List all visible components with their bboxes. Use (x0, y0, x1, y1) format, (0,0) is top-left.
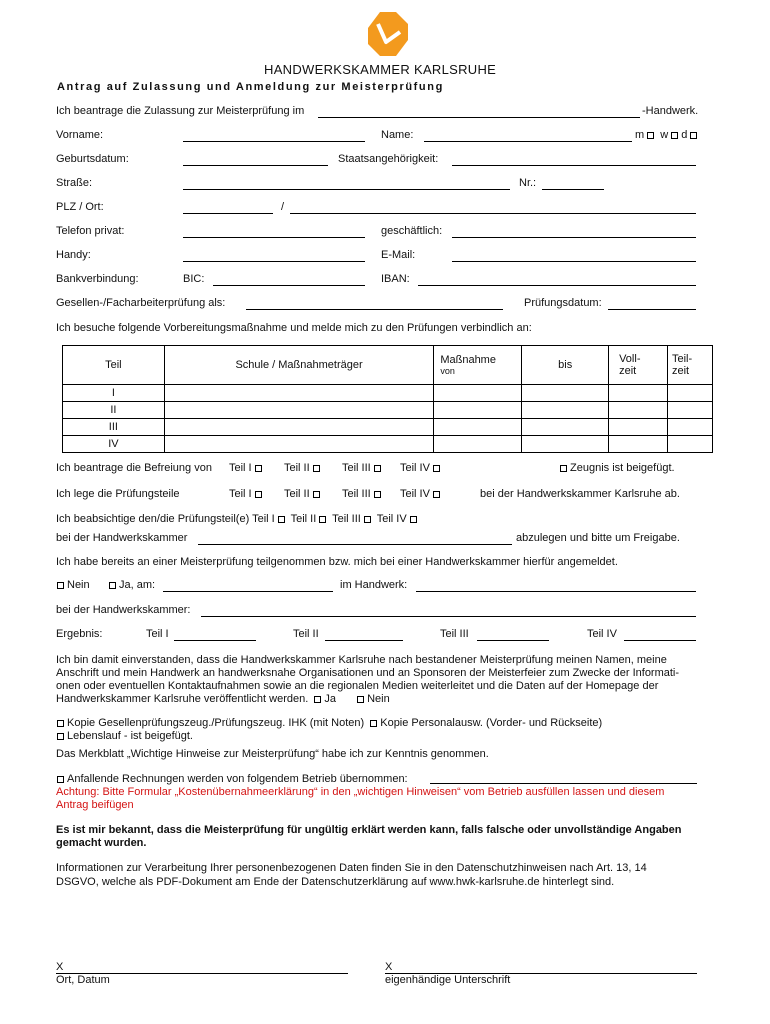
lebenslauf-row (54, 730, 193, 742)
geburtsdatum-field[interactable] (183, 165, 328, 166)
beabsichtige-teil-4-label: Teil IV (376, 513, 407, 525)
table-cell[interactable] (609, 402, 668, 419)
ablegen-teil-3-checkbox[interactable] (374, 491, 381, 498)
vorname-field[interactable] (183, 141, 365, 142)
freigabe-hwk-field[interactable] (198, 544, 512, 545)
ergebnis-teil-3-field[interactable] (477, 640, 549, 641)
table-row (63, 402, 713, 419)
ablegen-teil-1-label: Teil I (229, 488, 252, 500)
zeugnis-option[interactable] (557, 462, 675, 474)
kopie-ausweis-checkbox[interactable] (370, 720, 377, 727)
col-vollzeit-2: zeit (619, 365, 637, 377)
beabsichtige-teil-2-label: Teil II (290, 513, 317, 525)
beabsichtige-label: Ich beabsichtige den/die Prüfungsteil(e) (56, 513, 250, 525)
col-teilzeit (668, 346, 713, 385)
hwk-logo (362, 10, 412, 60)
consent-ja-checkbox[interactable] (314, 696, 321, 703)
ablegen-teil-1[interactable] (229, 488, 265, 500)
signature-x-right: X (385, 961, 393, 973)
ergebnis-label: Ergebnis: (56, 628, 103, 640)
befreiung-teil-2[interactable] (284, 462, 323, 474)
table-cell[interactable] (522, 402, 609, 419)
table-cell[interactable] (668, 436, 713, 453)
beabsichtige-row (56, 513, 420, 525)
kopie-zeugnis-checkbox[interactable] (57, 720, 64, 727)
gender-d-label: d (681, 129, 688, 141)
col-vollzeit (609, 346, 668, 385)
form-title: Antrag auf Zulassung und Anmeldung zur Meisterprüfung (57, 81, 444, 93)
bei-der-hwk-label: bei der Handwerkskammer (56, 532, 188, 544)
kopie-zeugnis-label: Kopie Gesellenprüfungszeug./Prüfungszeug. IHK (mit Noten) (67, 717, 365, 729)
ergebnis-teil-1-field[interactable] (174, 640, 256, 641)
gesellenpruefung-label: Gesellen-/Facharbeiterprüfung als: (56, 297, 226, 309)
vorname-label: Vorname: (56, 129, 104, 141)
table-cell[interactable] (522, 419, 609, 436)
gender-d-checkbox[interactable] (690, 132, 697, 139)
previous-text: Ich habe bereits an einer Meisterprüfung teilgenommen bzw. mich bei einer Handwerkskammer hierfür angemeldet. (56, 556, 618, 568)
telefon-privat-label: Telefon privat: (56, 225, 125, 237)
beabsichtige-teil-3-checkbox[interactable] (364, 516, 371, 523)
table-cell[interactable] (434, 385, 522, 402)
table-cell[interactable] (164, 419, 434, 436)
billing-label: Anfallende Rechnungen werden von folgendem Betrieb übernommen: (67, 773, 408, 785)
ergebnis-teil-4-label: Teil IV (587, 628, 617, 640)
table-row (63, 419, 713, 436)
telefon-geschaeftlich-label: geschäftlich: (381, 225, 443, 237)
befreiung-teil-2-checkbox[interactable] (313, 465, 320, 472)
notice-bold-2: gemacht wurden. (56, 837, 147, 849)
col-teil: Teil (63, 346, 165, 385)
name-field[interactable] (424, 141, 632, 142)
row-teil-label: II (63, 402, 165, 419)
billing-warning-2: Antrag beifügen (56, 799, 134, 811)
consent-line-2: Anschrift und mein Handwerk an handwerksnahe Organisationen und an Sponsoren der Meisterfeier zum Zwecke der Informati- (56, 667, 680, 679)
table-cell[interactable] (609, 436, 668, 453)
ablegen-teil-4-label: Teil IV (400, 488, 430, 500)
befreiung-teil-3-label: Teil III (342, 462, 371, 474)
email-label: E-Mail: (381, 249, 416, 261)
kopie-ausweis-label: Kopie Personalausw. (Vorder- und Rückseite) (380, 717, 603, 729)
gender-m-label: m (635, 129, 645, 141)
col-massnahme-label: Maßnahme (440, 354, 496, 366)
table-cell[interactable] (522, 385, 609, 402)
ablegen-teil-2-checkbox[interactable] (313, 491, 320, 498)
beabsichtige-teil-3-label: Teil III (332, 513, 361, 525)
col-teilzeit-2: zeit (672, 365, 690, 377)
telefon-geschaeftlich-field[interactable] (452, 237, 696, 238)
im-handwerk-label: im Handwerk: (340, 579, 408, 591)
row-teil-label: III (63, 419, 165, 436)
ablegen-teil-4[interactable] (400, 488, 443, 500)
freigabe-label: abzulegen und bitte um Freigabe. (516, 532, 680, 544)
plz-ort-label: PLZ / Ort: (56, 201, 104, 213)
gesellenpruefung-field[interactable] (246, 309, 503, 310)
plz-field[interactable] (183, 213, 273, 214)
privacy-line-1: Informationen zur Verarbeitung Ihrer personenbezogenen Daten finden Sie in den Datenschutzhinweisen nach Art. 13, 14 (56, 862, 647, 874)
bankverbindung-label: Bankverbindung: (56, 273, 139, 285)
befreiung-teil-4-label: Teil IV (400, 462, 430, 474)
bic-label: BIC: (183, 273, 205, 285)
table-cell[interactable] (668, 385, 713, 402)
email-field[interactable] (452, 261, 696, 262)
ablegen-label: Ich lege die Prüfungsteile (56, 488, 180, 500)
ergebnis-teil-3-label: Teil III (440, 628, 469, 640)
intro-suffix: -Handwerk. (642, 105, 699, 117)
table-row (63, 436, 713, 453)
befreiung-teil-1-label: Teil I (229, 462, 252, 474)
bic-field[interactable] (213, 285, 365, 286)
billing-company-field[interactable] (430, 783, 697, 784)
previous-date-field[interactable] (163, 591, 333, 592)
ablegen-teil-2-label: Teil II (284, 488, 310, 500)
merkblatt-text: Das Merkblatt „Wichtige Hinweise zur Meisterprüfung“ habe ich zur Kenntnis genommen. (56, 748, 489, 760)
iban-label: IBAN: (381, 273, 410, 285)
ablegen-teil-2[interactable] (284, 488, 323, 500)
col-von-label: von (440, 366, 455, 376)
befreiung-teil-4[interactable] (400, 462, 443, 474)
zeugnis-checkbox[interactable] (560, 465, 567, 472)
gender-w-label: w (660, 129, 669, 141)
handy-label: Handy: (56, 249, 91, 261)
previous-nein[interactable] (54, 579, 90, 591)
name-label: Name: (381, 129, 414, 141)
consent-line-3: onen oder eventuellen Kontaktaufnahmen sowie an die regionalen Medien weiterleitet und die Daten auf der Homepage der (56, 680, 659, 692)
notice-bold-1: Es ist mir bekannt, dass die Meisterprüfung für ungültig erklärt werden kann, falls falsche oder unvollständige Angaben (56, 824, 682, 836)
table-cell[interactable] (609, 419, 668, 436)
signature-x-left: X (56, 961, 64, 973)
ablegen-teil-3-label: Teil III (342, 488, 371, 500)
table-cell[interactable] (522, 436, 609, 453)
col-schule: Schule / Maßnahmeträger (164, 346, 434, 385)
table-cell[interactable] (164, 385, 434, 402)
preparation-table (62, 345, 713, 453)
consent-line-1: Ich bin damit einverstanden, dass die Handwerkskammer Karlsruhe nach bestandener Meisterprüfung meinen Namen, meine (56, 654, 667, 666)
table-cell[interactable] (164, 402, 434, 419)
table-row (63, 385, 713, 402)
befreiung-teil-4-checkbox[interactable] (433, 465, 440, 472)
org-name: HANDWERKSKAMMER KARLSRUHE (264, 62, 497, 77)
preparation-intro: Ich besuche folgende Vorbereitungsmaßnahme und melde mich zu den Prüfungen verbindlich an: (56, 322, 532, 334)
handwerk-field[interactable] (318, 117, 640, 118)
ergebnis-teil-1-label: Teil I (146, 628, 169, 640)
previous-ja-checkbox[interactable] (109, 582, 116, 589)
ablegen-teil-1-checkbox[interactable] (255, 491, 262, 498)
strasse-label: Straße: (56, 177, 93, 189)
iban-field[interactable] (418, 285, 696, 286)
staatsangehoerigkeit-label: Staatsangehörigkeit: (338, 153, 439, 165)
staatsangehoerigkeit-field[interactable] (452, 165, 696, 166)
privacy-line-2: DSGVO, welche als PDF-Dokument am Ende der Datenschutzerklärung auf www.hwk-karlsruhe.de hinterlegt sind. (56, 876, 615, 888)
gender-options (635, 129, 700, 141)
consent-ja-label: Ja (324, 693, 336, 705)
billing-row (54, 773, 408, 785)
befreiung-teil-1-checkbox[interactable] (255, 465, 262, 472)
table-cell[interactable] (609, 385, 668, 402)
col-vollzeit-1: Voll- (619, 353, 641, 365)
nr-label: Nr.: (519, 177, 537, 189)
previous-nein-label: Nein (67, 579, 90, 591)
row-teil-label: I (63, 385, 165, 402)
geburtsdatum-label: Geburtsdatum: (56, 153, 129, 165)
ergebnis-teil-2-field[interactable] (325, 640, 403, 641)
strasse-field[interactable] (183, 189, 510, 190)
consent-line-4-text: Handwerkskammer Karlsruhe veröffentlicht werden. (56, 693, 309, 705)
beabsichtige-teil-1-label: Teil I (252, 513, 275, 525)
handy-field[interactable] (183, 261, 365, 262)
table-cell[interactable] (434, 402, 522, 419)
ablegen-hwk-label: bei der Handwerkskammer Karlsruhe ab. (480, 488, 680, 500)
consent-nein-checkbox[interactable] (357, 696, 364, 703)
row-teil-label: IV (63, 436, 165, 453)
gender-m-checkbox[interactable] (647, 132, 654, 139)
befreiung-teil-2-label: Teil II (284, 462, 310, 474)
billing-warning-1: Achtung: Bitte Formular „Kostenübernahmeerklärung“ in den „wichtigen Hinweisen“ vom Betrieb ausfüllen lassen und diesem (56, 786, 665, 798)
lebenslauf-label: Lebenslauf - ist beigefügt. (67, 730, 193, 742)
previous-ja-label: Ja, am: (119, 579, 156, 591)
signature-label: eigenhändige Unterschrift (385, 974, 511, 986)
consent-line-4 (56, 693, 390, 705)
table-cell[interactable] (164, 436, 434, 453)
table-cell[interactable] (668, 402, 713, 419)
previous-nein-checkbox[interactable] (57, 582, 64, 589)
befreiung-label: Ich beantrage die Befreiung von (56, 462, 212, 474)
beabsichtige-teil-4-checkbox[interactable] (410, 516, 417, 523)
table-cell[interactable] (434, 436, 522, 453)
col-teilzeit-1: Teil- (672, 353, 693, 365)
intro-prefix: Ich beantrage die Zulassung zur Meisterprüfung im (56, 105, 305, 117)
gender-w-checkbox[interactable] (671, 132, 678, 139)
table-cell[interactable] (668, 419, 713, 436)
previous-hwk-field[interactable] (201, 616, 696, 617)
befreiung-teil-1[interactable] (229, 462, 265, 474)
beabsichtige-teil-1-checkbox[interactable] (278, 516, 285, 523)
ort-datum-label: Ort, Datum (56, 974, 110, 986)
billing-checkbox[interactable] (57, 776, 64, 783)
previous-handwerk-field[interactable] (416, 591, 696, 592)
pruefungsdatum-field[interactable] (608, 309, 696, 310)
befreiung-teil-3[interactable] (342, 462, 384, 474)
previous-hwk-label: bei der Handwerkskammer: (56, 604, 191, 616)
col-massnahme (434, 346, 522, 385)
telefon-privat-field[interactable] (183, 237, 365, 238)
ort-field[interactable] (290, 213, 696, 214)
consent-nein-label: Nein (367, 693, 390, 705)
ablegen-teil-3[interactable] (342, 488, 384, 500)
lebenslauf-checkbox[interactable] (57, 733, 64, 740)
beabsichtige-teil-2-checkbox[interactable] (319, 516, 326, 523)
ergebnis-teil-4-field[interactable] (624, 640, 696, 641)
ablegen-teil-4-checkbox[interactable] (433, 491, 440, 498)
pruefungsdatum-label: Prüfungsdatum: (524, 297, 602, 309)
previous-ja[interactable] (106, 579, 155, 591)
table-cell[interactable] (434, 419, 522, 436)
ergebnis-teil-2-label: Teil II (293, 628, 319, 640)
befreiung-teil-3-checkbox[interactable] (374, 465, 381, 472)
zeugnis-label: Zeugnis ist beigefügt. (570, 462, 675, 474)
plz-ort-separator: / (281, 201, 285, 213)
attachments-row-1 (54, 717, 602, 729)
nr-field[interactable] (542, 189, 604, 190)
col-bis: bis (522, 346, 609, 385)
